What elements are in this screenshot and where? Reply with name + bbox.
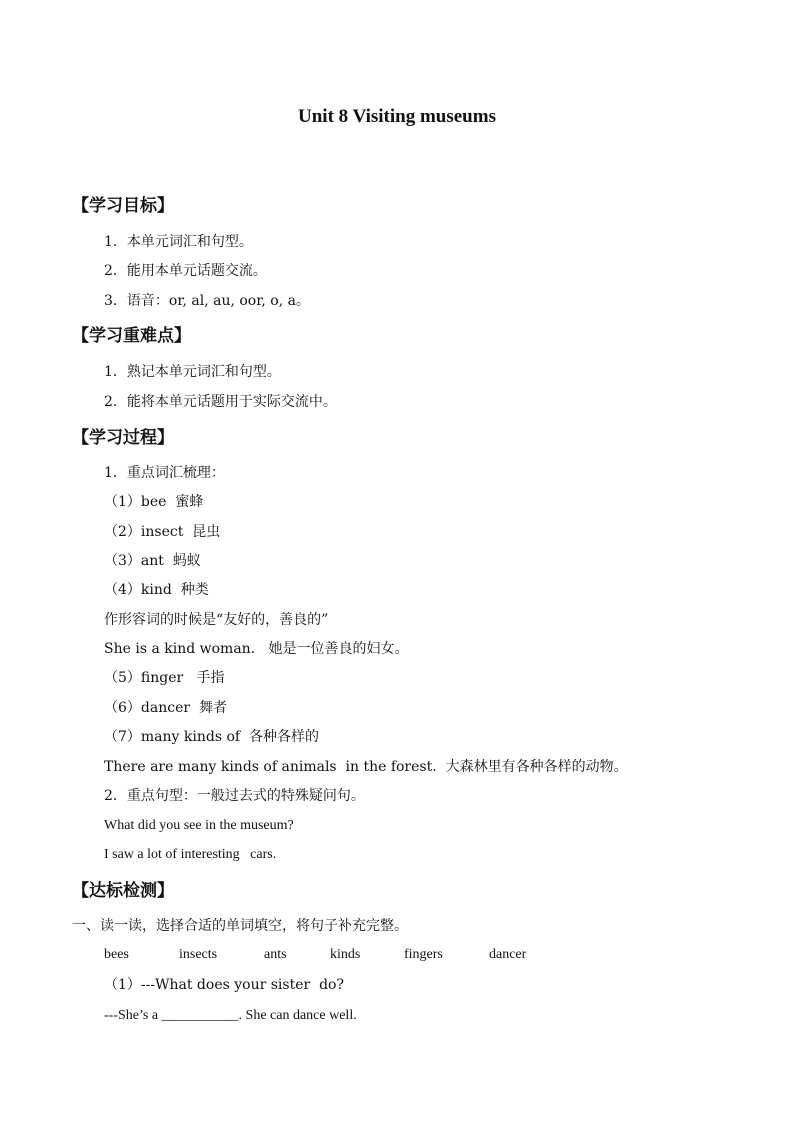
- process-item-14: I saw a lot of interesting cars.: [104, 847, 277, 862]
- goal-item-3: 3．语音：or, al, au, oor, o, a。: [104, 293, 310, 309]
- process-item-3: （2）insect 昆虫: [104, 524, 221, 540]
- word-bank-word: insects: [179, 947, 218, 962]
- goal-item-2: 2．能用本单元话题交流。: [104, 263, 267, 279]
- process-item-6: 作形容词的时候是“友好的，善良的”: [104, 612, 329, 628]
- process-item-1: 1．重点词汇梳理：: [104, 465, 225, 481]
- word-bank-word: bees: [104, 947, 129, 962]
- process-item-8: （5）finger 手指: [104, 670, 225, 686]
- page-title: Unit 8 Visiting museums: [298, 106, 496, 127]
- test-instruction: 一、读一读，选择合适的单词填空，将句子补充完整。: [72, 918, 408, 934]
- test-answer-1: ---She’s a ___________. She can dance well.: [104, 1008, 357, 1023]
- process-item-13: What did you see in the museum?: [104, 818, 294, 833]
- section-heading-keypoints: 【学习重难点】: [72, 326, 191, 346]
- process-item-10: （7）many kinds of 各种各样的: [104, 729, 319, 745]
- test-question-1: （1）---What does your sister do?: [104, 977, 344, 993]
- process-item-9: （6）dancer 舞者: [104, 700, 227, 716]
- section-heading-test: 【达标检测】: [72, 881, 174, 901]
- keypoint-item-2: 2．能将本单元话题用于实际交流中。: [104, 394, 337, 410]
- section-heading-process: 【学习过程】: [72, 428, 174, 448]
- process-item-4: （3）ant 蚂蚁: [104, 553, 201, 569]
- process-item-11: There are many kinds of animals in the forest. 大森林里有各种各样的动物。: [104, 759, 628, 775]
- keypoint-item-1: 1．熟记本单元词汇和句型。: [104, 364, 281, 380]
- goal-item-1: 1．本单元词汇和句型。: [104, 234, 253, 250]
- word-bank-word: kinds: [330, 947, 361, 962]
- process-item-5: （4）kind 种类: [104, 582, 209, 598]
- process-item-2: （1）bee 蜜蜂: [104, 494, 204, 510]
- process-item-12: 2．重点句型：一般过去式的特殊疑问句。: [104, 788, 365, 804]
- word-bank-word: dancer: [489, 947, 527, 962]
- word-bank-word: fingers: [404, 947, 443, 962]
- process-item-7: She is a kind woman. 她是一位善良的妇女。: [104, 641, 409, 657]
- word-bank-word: ants: [264, 947, 287, 962]
- section-heading-goals: 【学习目标】: [72, 196, 174, 216]
